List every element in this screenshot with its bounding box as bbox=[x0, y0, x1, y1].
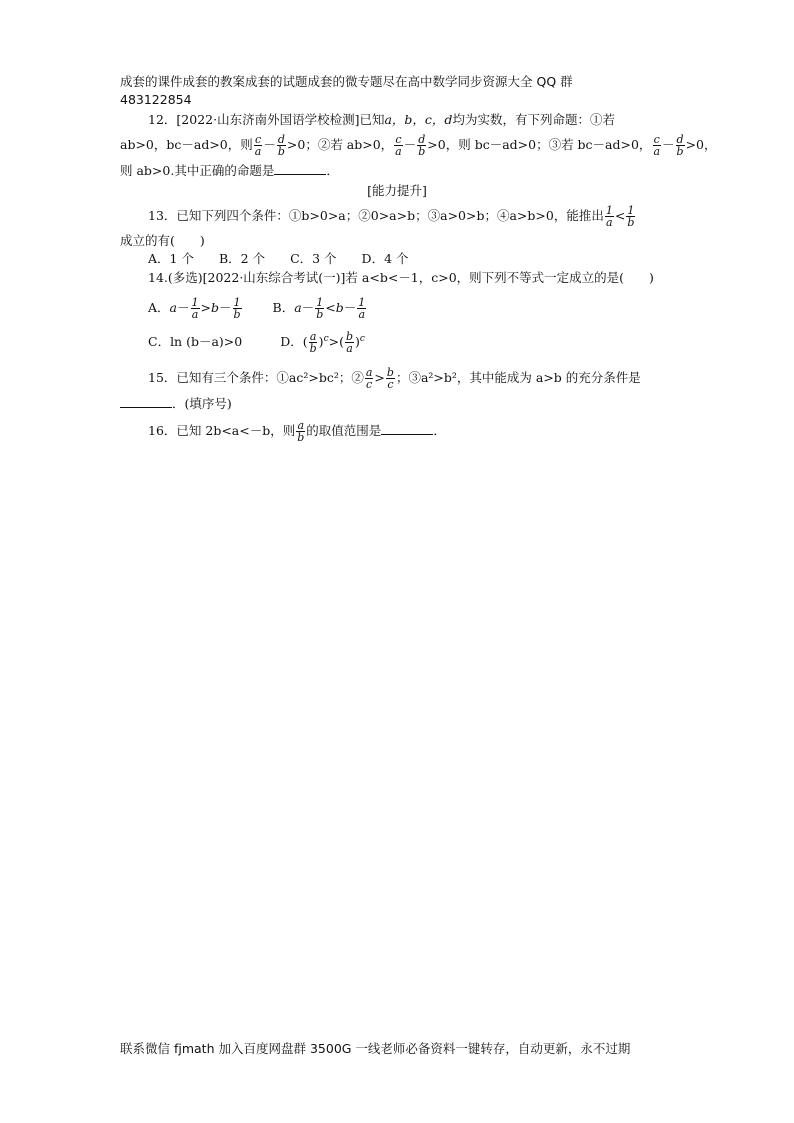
q14-options-ab: A．a－ $\frac{1}{a}$ >b－ $\frac{1}{b}$ B．a－ $\frac{1}{b}$ <b－ $\frac{1}{a}$ bbox=[148, 296, 366, 321]
q15-line-1: 15．已知有三个条件：①ac²>bc²；② $\frac{a}{c}$ > $\frac{b}{c}$ ；③a²>b²，其中能成为 a>b 的充分条件是 bbox=[148, 366, 641, 391]
answer-blank bbox=[120, 396, 172, 408]
answer-blank bbox=[274, 163, 326, 175]
q12-line-2: ab>0，bc－ad>0，则 $\frac{c}{a}$ － $\frac{d}{b}$ >0；②若 ab>0， $\frac{c}{a}$ － $\frac{d}{b}$ >0，则 bc－ad>0；③若 bc－ad>0， $\frac{c}{a}$ － $\frac{d}{b}$ >0， bbox=[120, 133, 717, 158]
q14-stem: 14.(多选)[2022·山东综合考试(一)]若 a<b<－1，c>0，则下列不等式一定成立的是( ) bbox=[148, 270, 654, 285]
footer-text: 联系微信 fjmath 加入百度网盘群 3500G 一线老师必备资料一键转存，自动更新，永不过期 bbox=[120, 1041, 631, 1056]
q14-options-cd: C．ln (b－a)>0 D．( $\frac{a}{b}$ )$^c$>( $\frac{b}{a}$ )$^c$ bbox=[148, 330, 365, 356]
fraction-c-a: $\frac{c}{a}$ bbox=[254, 133, 262, 158]
q13-options: A．1 个 B．2 个 C．3 个 D．4 个 bbox=[148, 251, 409, 266]
q13-line-2: 成立的有( ) bbox=[120, 233, 205, 248]
header-line-2: 483122854 bbox=[120, 92, 192, 107]
answer-blank bbox=[381, 423, 433, 435]
q13-line-1: 13．已知下列四个条件：①b>0>a；②0>a>b；③a>0>b；④a>b>0，能推出 $\frac{1}{a}$ < $\frac{1}{b}$ bbox=[148, 204, 635, 229]
q12-line-1: 12．[2022·山东济南外国语学校检测]已知a，b，c，d均为实数，有下列命题：①若 bbox=[148, 112, 615, 127]
q15-line-2: ．(填序号) bbox=[120, 396, 676, 412]
section-title: [能力提升] bbox=[367, 183, 427, 198]
header-line-1: 成套的课件成套的教案成套的试题成套的微专题尽在高中数学同步资源大全 QQ 群 bbox=[120, 74, 573, 89]
q16-line: 16．已知 2b<a<－b，则 $\frac{a}{b}$ 的取值范围是 ． bbox=[148, 419, 446, 444]
q12-line-3: 则 ab>0.其中正确的命题是 ． bbox=[120, 163, 339, 178]
